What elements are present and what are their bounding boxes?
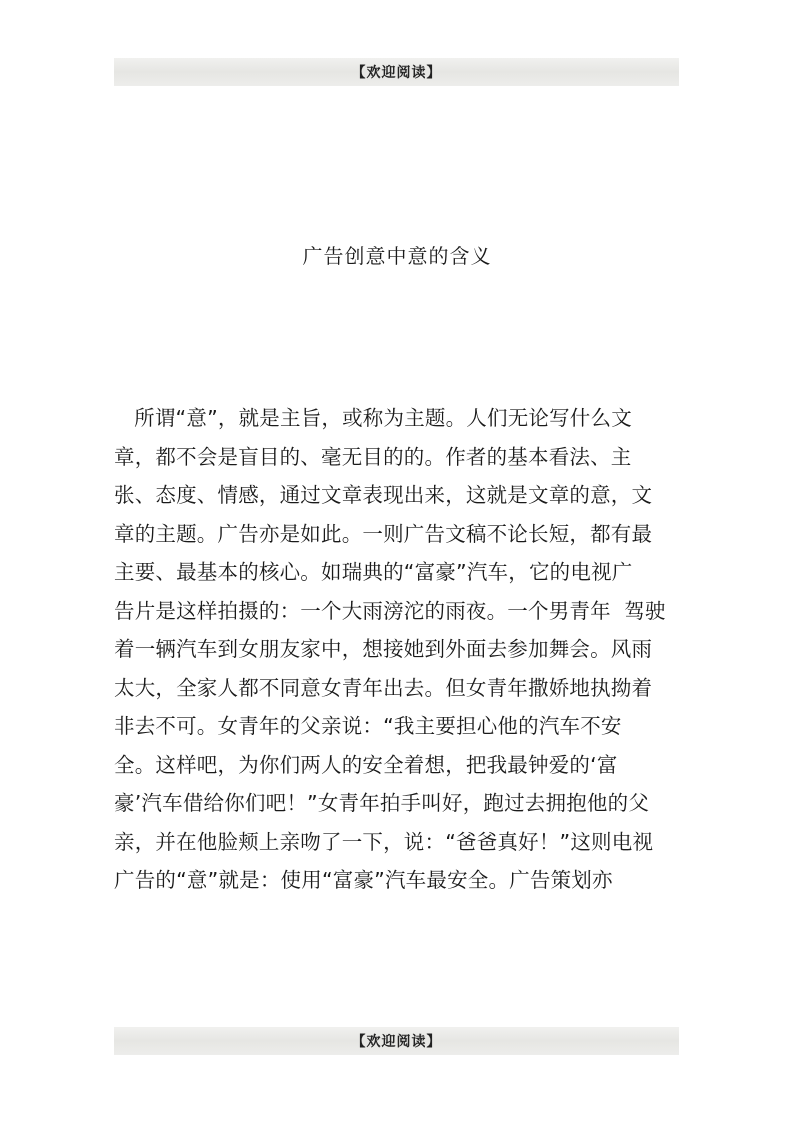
body-line: 章，都不会是盲目的、毫无目的的。作者的基本看法、主 bbox=[114, 444, 632, 469]
body-line: 告片是这样拍摄的：一个大雨滂沱的雨夜。一个男青年 驾驶 bbox=[114, 598, 666, 623]
document-body bbox=[114, 403, 694, 904]
body-line: 全。这样吧，为你们两人的安全着想，把我最钟爱的‘富 bbox=[114, 752, 618, 777]
body-line: 章的主题。广告亦是如此。一则广告文稿不论长短，都有最 bbox=[114, 521, 653, 546]
document-title: 广告创意中意的含义 bbox=[302, 244, 492, 268]
header-banner: 【欢迎阅读】 bbox=[114, 58, 679, 86]
body-line: 非去不可。女青年的父亲说：“我主要担心他的汽车不安 bbox=[114, 714, 622, 738]
body-line: 太大，全家人都不同意女青年出去。但女青年撒娇地执拗着 bbox=[114, 675, 653, 700]
body-line: 张、态度、情感，通过文章表现出来，这就是文章的意，文 bbox=[114, 483, 653, 507]
body-line: 豪’汽车借给你们吧！”女青年拍手叫好，跑过去拥抱他的父 bbox=[114, 791, 650, 815]
body-line: 亲，并在他脸颊上亲吻了一下，说：“爸爸真好！”这则电视 bbox=[114, 829, 654, 854]
footer-banner: 【欢迎阅读】 bbox=[114, 1027, 679, 1055]
body-line: 广告的“意”就是：使用“富豪”汽车最安全。广告策划亦 bbox=[114, 868, 613, 892]
body-line: 所谓“意”，就是主旨，或称为主题。人们无论写什么文 bbox=[114, 406, 632, 430]
body-line: 着一辆汽车到女朋友家中，想接她到外面去参加舞会。风雨 bbox=[114, 637, 653, 661]
body-line: 主要、最基本的核心。如瑞典的“富豪”汽车，它的电视广 bbox=[114, 560, 633, 584]
